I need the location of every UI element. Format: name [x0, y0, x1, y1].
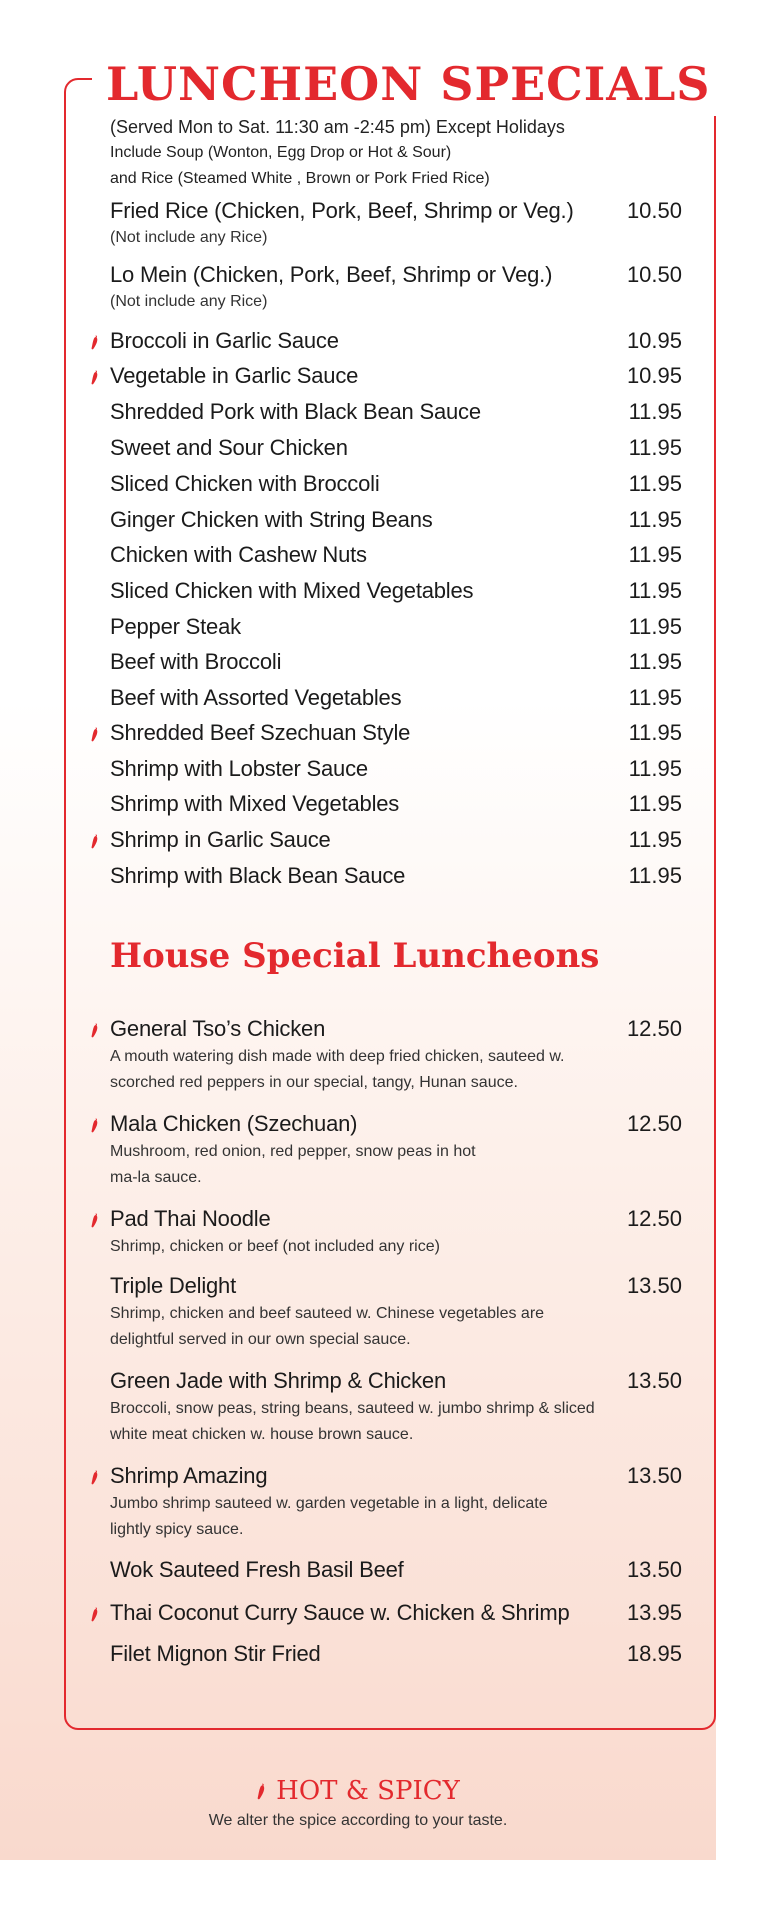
item-price: 13.50	[626, 1463, 682, 1488]
menu-item	[110, 791, 682, 817]
item-price: 11.95	[628, 614, 682, 639]
item-name: Shredded Pork with Black Bean Sauce	[110, 399, 481, 424]
item-name: Pepper Steak	[110, 614, 241, 639]
item-description	[110, 1491, 670, 1543]
menu-item	[110, 1111, 682, 1191]
menu-item	[110, 1557, 682, 1583]
item-description	[110, 1234, 670, 1260]
item-name: Chicken with Cashew Nuts	[110, 542, 367, 567]
item-name: Ginger Chicken with String Beans	[110, 507, 433, 532]
spicy-legend-label: HOT & SPICY	[276, 1776, 460, 1806]
item-price: 11.95	[628, 756, 682, 781]
item-price: 11.95	[628, 649, 682, 674]
item-description-line: delightful served in our own special sauce.	[110, 1331, 411, 1348]
menu-item	[110, 649, 682, 675]
chili-pepper-icon	[90, 1470, 99, 1485]
menu-item	[110, 827, 682, 853]
menu-item	[110, 328, 682, 354]
menu-item	[110, 1641, 682, 1667]
menu-item	[110, 1368, 682, 1448]
item-price: 13.50	[626, 1273, 682, 1298]
chili-pepper-icon	[90, 1023, 99, 1038]
item-description-line: white meat chicken w. house brown sauce.	[110, 1426, 414, 1443]
chili-pepper-icon	[90, 335, 99, 350]
item-description-line: ma-la sauce.	[110, 1169, 202, 1186]
item-name: Broccoli in Garlic Sauce	[110, 328, 339, 353]
item-name: Fried Rice (Chicken, Pork, Beef, Shrimp or Veg.)	[110, 198, 574, 223]
item-price: 11.95	[628, 827, 682, 852]
item-name: Filet Mignon Stir Fried	[110, 1641, 321, 1666]
item-price: 12.50	[626, 1016, 682, 1041]
item-price: 10.95	[626, 363, 682, 388]
item-name: Sweet and Sour Chicken	[110, 435, 348, 460]
item-description-line: A mouth watering dish made with deep fried chicken, sauteed w.	[110, 1048, 565, 1065]
item-description-line: lightly spicy sauce.	[110, 1521, 244, 1538]
menu-item	[110, 471, 682, 497]
item-price: 10.50	[626, 198, 682, 223]
menu-item	[110, 435, 682, 461]
spicy-legend-note: We alter the spice according to your taste.	[208, 1812, 508, 1829]
chili-pepper-icon	[90, 370, 99, 385]
menu-item	[110, 262, 682, 314]
chili-pepper-icon	[90, 1213, 99, 1228]
soup-info: Include Soup (Wonton, Egg Drop or Hot & Sour)	[110, 144, 452, 161]
item-name: Shrimp with Black Bean Sauce	[110, 863, 406, 888]
item-name: Sliced Chicken with Broccoli	[110, 471, 380, 496]
item-name: Beef with Broccoli	[110, 649, 282, 674]
chili-pepper-icon	[90, 1118, 99, 1133]
item-price: 11.95	[628, 507, 682, 532]
menu-item	[110, 399, 682, 425]
item-name: Shrimp with Mixed Vegetables	[110, 791, 400, 816]
item-price: 12.50	[626, 1111, 682, 1136]
spicy-legend	[0, 1776, 716, 1830]
item-price: 11.95	[628, 435, 682, 460]
item-price: 11.95	[628, 685, 682, 710]
item-name: Pad Thai Noodle	[110, 1206, 271, 1231]
menu-item	[110, 1016, 682, 1096]
item-price: 11.95	[628, 399, 682, 424]
item-description-line: Shrimp, chicken and beef sauteed w. Chinese vegetables are	[110, 1305, 545, 1322]
menu-item	[110, 1463, 682, 1543]
menu-item	[110, 542, 682, 568]
item-price: 10.50	[626, 262, 682, 287]
item-name: Thai Coconut Curry Sauce w. Chicken & Shrimp	[110, 1600, 570, 1625]
luncheon-intro	[110, 114, 565, 192]
item-name: General Tso’s Chicken	[110, 1016, 326, 1041]
item-price: 12.50	[626, 1206, 682, 1231]
rice-info: and Rice (Steamed White , Brown or Pork Fried Rice)	[110, 170, 490, 187]
item-name: Shrimp with Lobster Sauce	[110, 756, 368, 781]
menu-item	[110, 363, 682, 389]
item-description	[110, 1139, 670, 1191]
item-description-line: Broccoli, snow peas, string beans, sauteed w. jumbo shrimp & sliced	[110, 1400, 595, 1417]
item-name: Wok Sauteed Fresh Basil Beef	[110, 1557, 404, 1582]
page-title: LUNCHEON SPECIALS	[92, 52, 725, 116]
menu-item	[110, 720, 682, 746]
item-name: Mala Chicken (Szechuan)	[110, 1111, 358, 1136]
item-price: 11.95	[628, 720, 682, 745]
item-description-line: Jumbo shrimp sauteed w. garden vegetable in a light, delicate	[110, 1495, 548, 1512]
item-name: Shredded Beef Szechuan Style	[110, 720, 411, 745]
menu-item	[110, 1206, 682, 1260]
item-description	[110, 1044, 670, 1096]
menu-item	[110, 507, 682, 533]
item-price: 13.50	[626, 1368, 682, 1393]
item-name: Triple Delight	[110, 1273, 236, 1298]
item-price: 13.50	[626, 1557, 682, 1582]
item-name: Beef with Assorted Vegetables	[110, 685, 402, 710]
item-price: 11.95	[628, 542, 682, 567]
item-price: 11.95	[628, 578, 682, 603]
menu-item	[110, 685, 682, 711]
chili-pepper-icon	[90, 834, 99, 849]
menu-item	[110, 198, 682, 250]
item-name: Shrimp in Garlic Sauce	[110, 827, 331, 852]
item-description-line: Shrimp, chicken or beef (not included any rice)	[110, 1238, 440, 1255]
menu-item	[110, 863, 682, 889]
item-price: 10.95	[626, 328, 682, 353]
item-description-line: scorched red peppers in our special, tangy, Hunan sauce.	[110, 1074, 518, 1091]
item-price: 18.95	[626, 1641, 682, 1666]
item-price: 11.95	[628, 471, 682, 496]
item-name: Green Jade with Shrimp & Chicken	[110, 1368, 446, 1393]
menu-item	[110, 1273, 682, 1353]
item-description	[110, 1301, 670, 1353]
item-description-line: Mushroom, red onion, red pepper, snow peas in hot	[110, 1143, 476, 1160]
item-name: Sliced Chicken with Mixed Vegetables	[110, 578, 474, 603]
chili-pepper-icon	[90, 727, 99, 742]
item-note: (Not include any Rice)	[110, 293, 268, 310]
item-name: Lo Mein (Chicken, Pork, Beef, Shrimp or Veg.)	[110, 262, 553, 287]
item-name: Shrimp Amazing	[110, 1463, 268, 1488]
chili-pepper-icon	[256, 1783, 266, 1800]
house-special-title: House Special Luncheons	[110, 936, 600, 976]
item-price: 11.95	[628, 863, 682, 888]
menu-item	[110, 756, 682, 782]
item-price: 13.95	[626, 1600, 682, 1625]
item-note: (Not include any Rice)	[110, 229, 268, 246]
menu-item	[110, 1600, 682, 1626]
menu-item	[110, 614, 682, 640]
serving-hours: (Served Mon to Sat. 11:30 am -2:45 pm) Except Holidays	[110, 117, 565, 137]
item-description	[110, 1396, 670, 1448]
item-price: 11.95	[628, 791, 682, 816]
menu-item	[110, 578, 682, 604]
chili-pepper-icon	[90, 1607, 99, 1622]
item-name: Vegetable in Garlic Sauce	[110, 363, 359, 388]
